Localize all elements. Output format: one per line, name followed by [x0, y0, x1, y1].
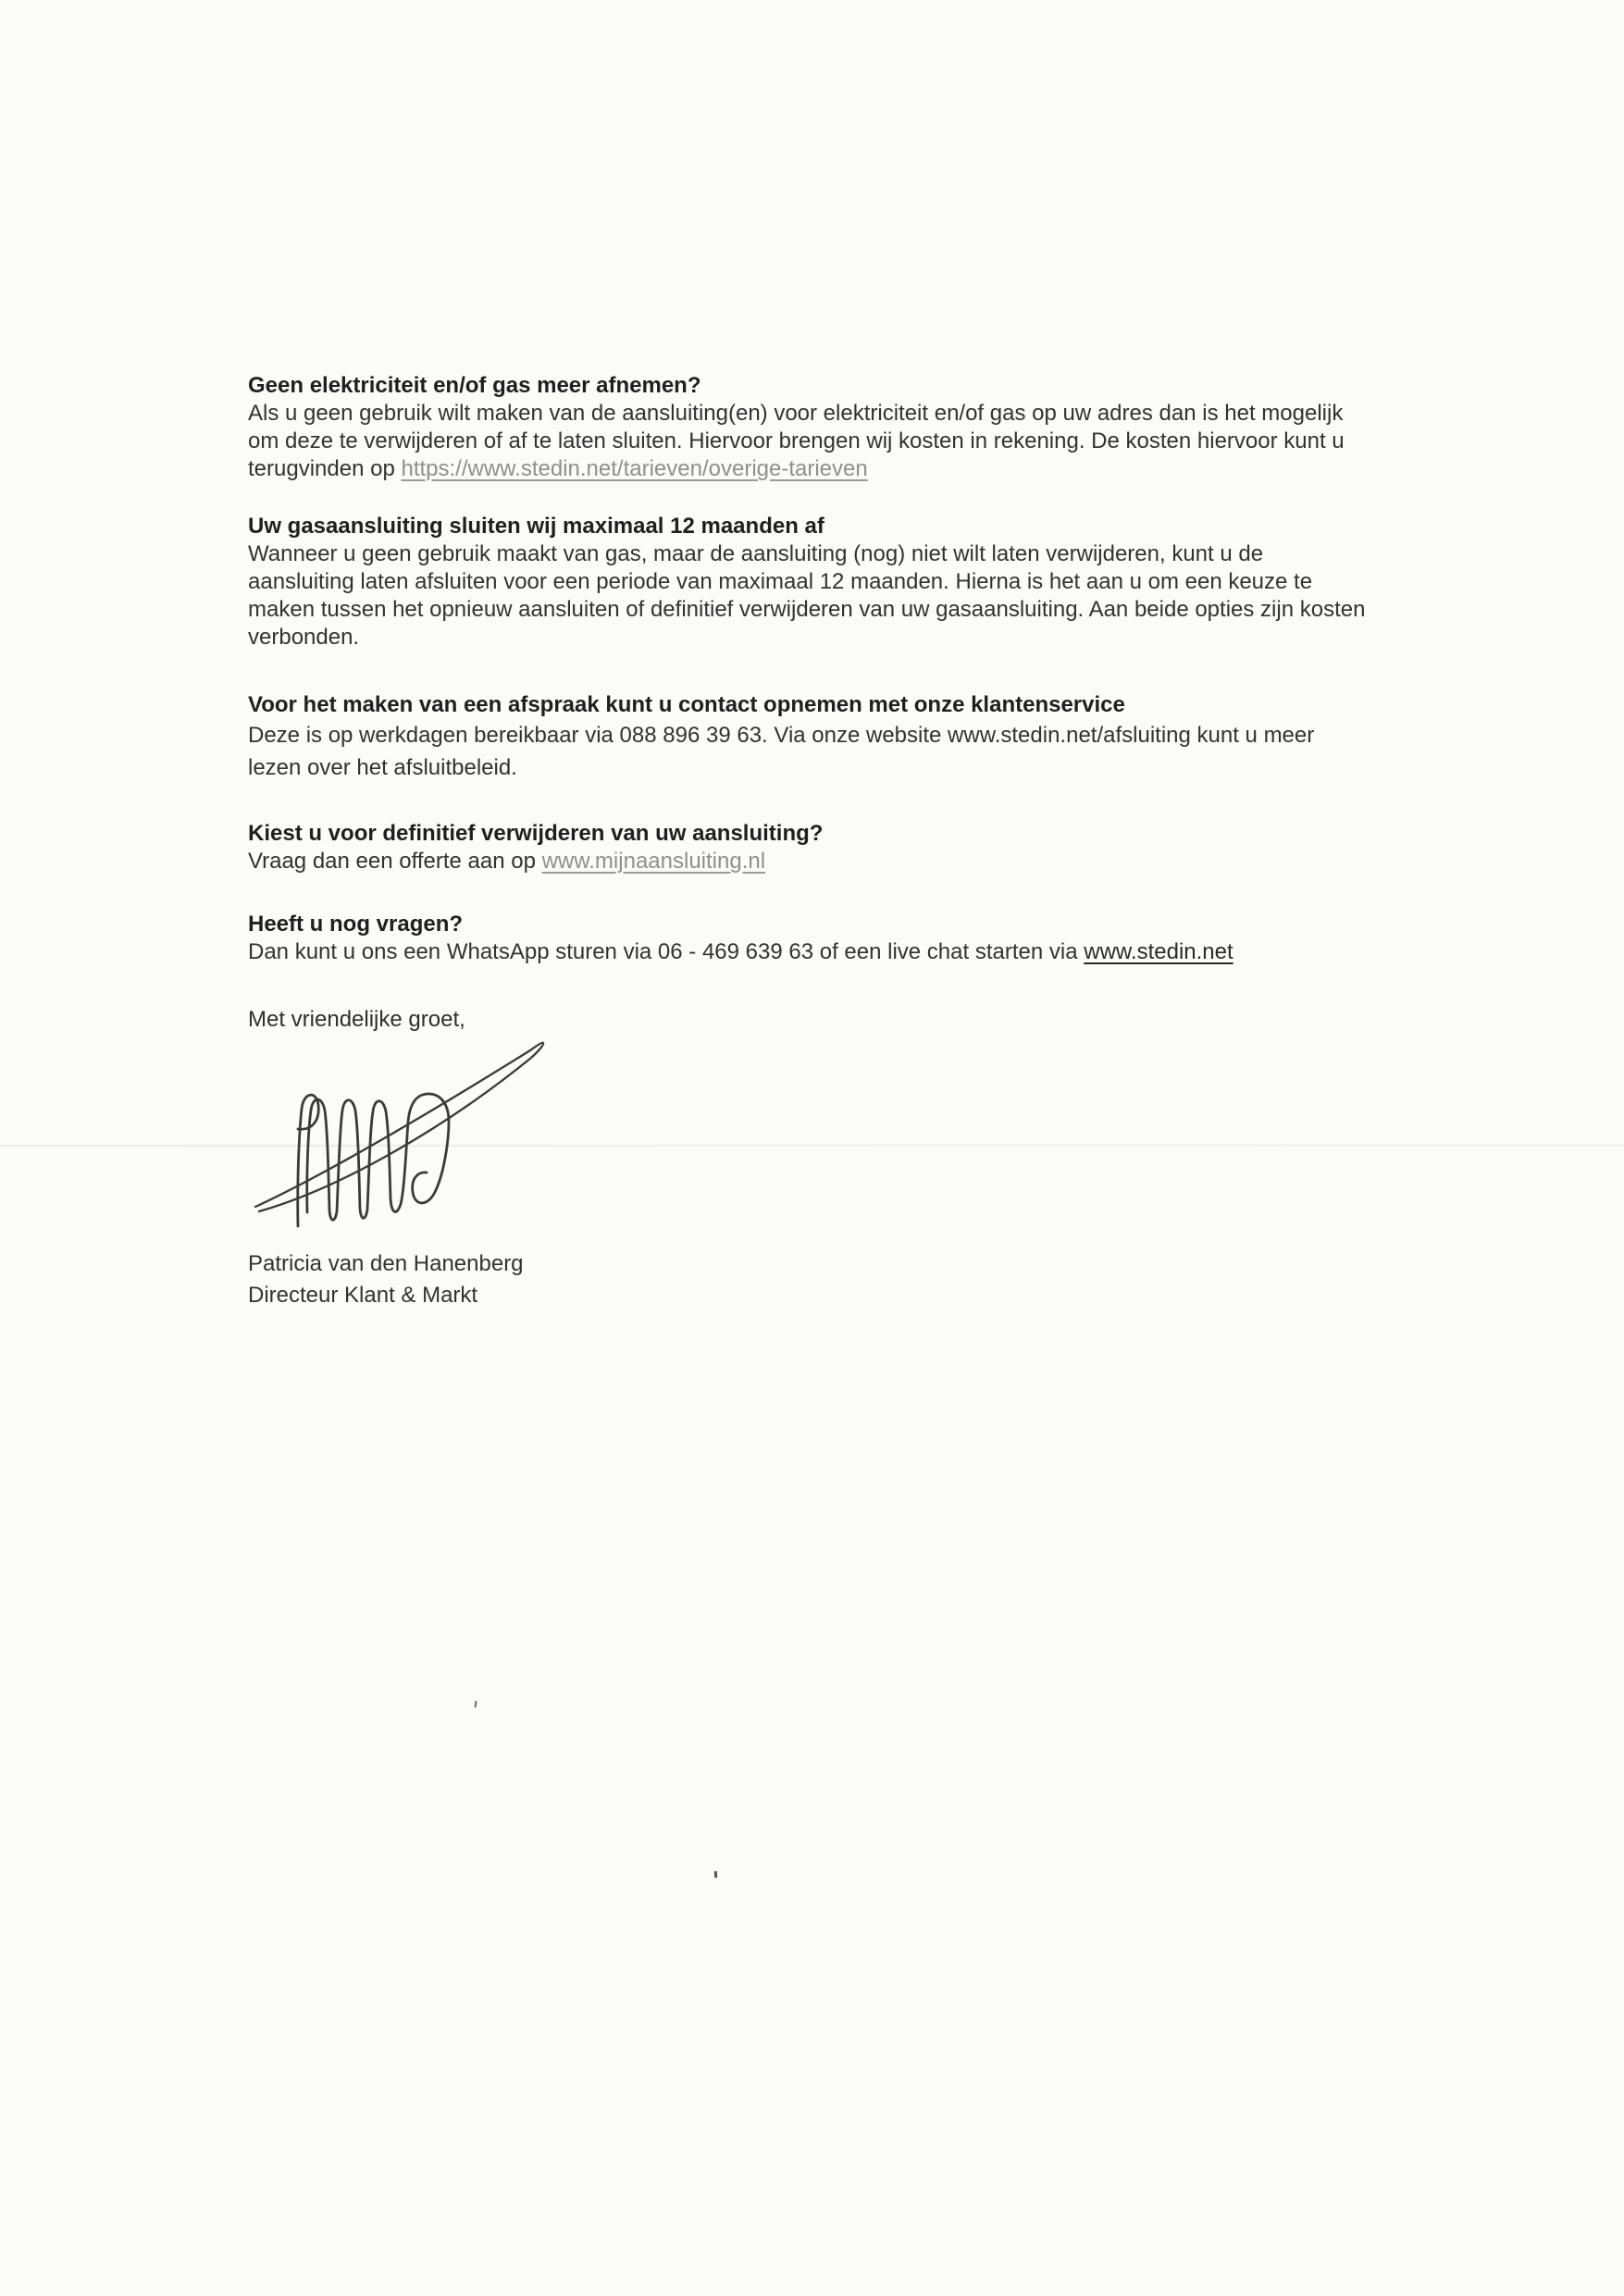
body-line: aansluiting laten afsluiten voor een periode van maximaal 12 maanden. Hierna is het aan u om een keuze te	[248, 569, 1313, 594]
section-no-electricity-gas	[248, 372, 1479, 483]
letter-body	[248, 372, 1479, 1311]
section-heading: Heeft u nog vragen?	[248, 912, 464, 937]
section-heading: Uw gasaansluiting sluiten wij maximaal 12 maanden af	[248, 514, 824, 539]
salutation: Met vriendelijke groet,	[248, 1007, 465, 1032]
body-line-prefix: Dan kunt u ons een WhatsApp sturen via 06 - 469 639 63 of een live chat starten via	[248, 939, 1085, 964]
signature-scribble	[250, 1036, 555, 1231]
mijnaansluiting-link[interactable]: www.mijnaansluiting.nl	[541, 849, 766, 874]
body-line: lezen over het afsluitbeleid.	[248, 755, 517, 780]
section-definitive-removal	[248, 820, 1479, 875]
scan-speck	[714, 1871, 717, 1878]
body-line-with-link	[248, 938, 1479, 966]
body-line: Deze is op werkdagen bereikbaar via 088 896 39 63. Via onze website www.stedin.net/afsluiting kunt u meer	[248, 723, 1315, 748]
section-heading: Geen elektriciteit en/of gas meer afnemen?	[248, 373, 701, 398]
body-line-prefix: terugvinden op	[248, 456, 402, 481]
body-line: Als u geen gebruik wilt maken van de aansluiting(en) voor elektriciteit en/of gas op uw adres dan is het mogelijk	[248, 401, 1344, 426]
signer-name: Patricia van den Hanenberg	[248, 1251, 524, 1276]
body-line-with-link	[248, 848, 1479, 875]
body-line: om deze te verwijderen of af te laten sluiten. Hiervoor brengen wij kosten in rekening. De kosten hiervoor kunt u	[248, 428, 1345, 453]
section-gas-connection-close	[248, 513, 1479, 652]
body-line: Wanneer u geen gebruik maakt van gas, maar de aansluiting (nog) niet wilt laten verwijderen, kunt u de	[248, 541, 1264, 566]
signature	[248, 1034, 1479, 1248]
body-line-with-link	[248, 455, 1479, 483]
section-heading: Kiest u voor definitief verwijderen van uw aansluiting?	[248, 821, 824, 846]
section-appointment-customer-service	[248, 691, 1479, 784]
section-heading: Voor het maken van een afspraak kunt u contact opnemen met onze klantenservice	[248, 692, 1125, 717]
scan-speck	[475, 1701, 477, 1707]
stedin-link[interactable]: www.stedin.net	[1084, 939, 1233, 964]
section-questions	[248, 911, 1479, 966]
body-line: verbonden.	[248, 625, 360, 650]
signer-title: Directeur Klant & Markt	[248, 1283, 478, 1308]
body-line-prefix: Vraag dan een offerte aan op	[248, 849, 542, 874]
body-line: maken tussen het opnieuw aansluiten of definitief verwijderen van uw gasaansluiting. Aan beide opties zijn kosten	[248, 597, 1366, 622]
tarieven-link[interactable]: https://www.stedin.net/tarieven/overige-tarieven	[401, 456, 868, 481]
